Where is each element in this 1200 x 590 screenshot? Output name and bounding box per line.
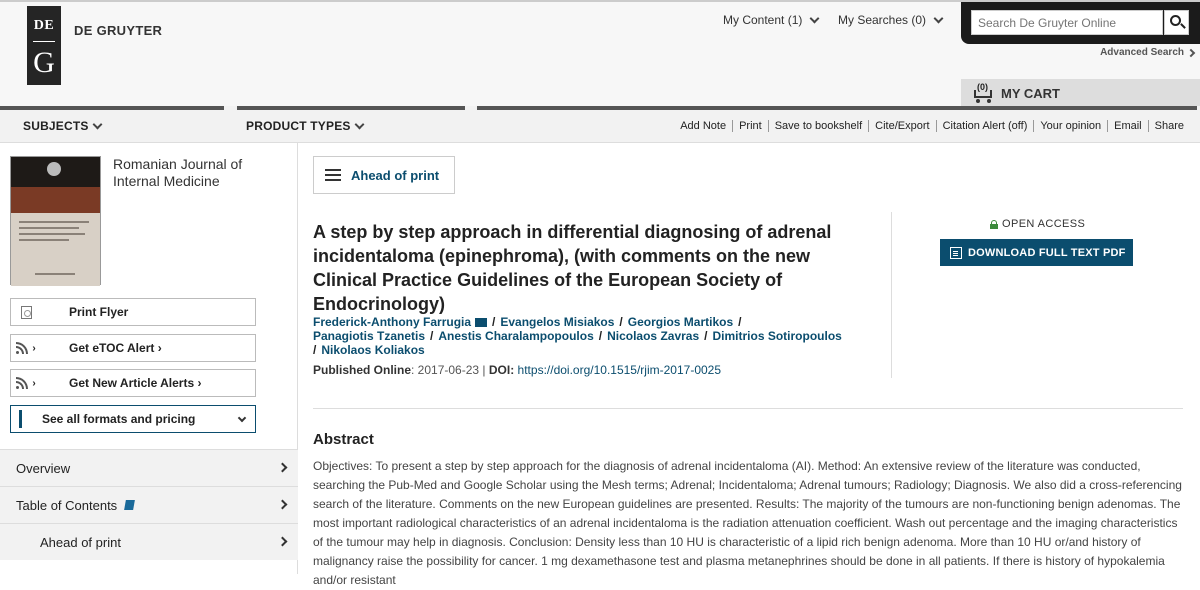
chevron-down-icon [810,13,820,23]
open-access-badge: OPEN ACCESS [990,218,1085,230]
abstract-text: Objectives: To present a step by step approach for the diagnosis of adrenal incidentaloma (AI). Method: An extensive review of the literature was conducted, searching the Pub-Med and Google Scholar using the Mesh terms; Adrenal; Incidentaloma; Adrenal tumours; Radiology; Diagnosis. We also did a cross-referencing search of the literature. Comments on the new European guidelines are presented. Results: The majority of the tumours are non-functioning benign adenomas. The most important radiological characteristics of an adrenal incidentaloma is the radiation attenuation coefficient. Wash out percentage and the imaging characteristics of the tumour may help in diagnosis. Conclusion: Density less than 10 HU is characteristic of a lipid rich benign adenoma. More than 10 HU or/and history of malignancy raise the possibility for cancer. 1 mg dexamethasone test and plasma metanephrines should be done in all patients. If there is history of hypokalemia and/or resistant [313,459,1182,587]
site-header [0,0,1200,106]
print-link[interactable]: Print [732,120,768,132]
add-note-link[interactable]: Add Note [680,120,727,132]
citation-alert-link[interactable]: Citation Alert (off) [936,120,1034,132]
sidebar-item-overview[interactable]: Overview [0,449,298,486]
journal-cover-image[interactable] [10,156,101,285]
chevron-right-icon [278,463,288,473]
article-title: A step by step approach in differential diagnosing of adrenal incidentaloma (epinephroma), (with comments on the new Clinical Practice Guidelines of the European Society of Endocrinology) [313,222,832,314]
product-types-menu[interactable]: PRODUCT TYPES [246,119,363,133]
book-icon [124,500,135,510]
lock-open-icon [990,220,998,229]
list-icon [325,169,341,181]
search-input[interactable] [971,10,1163,35]
new-article-alerts-button[interactable]: › Get New Article Alerts › [10,369,256,397]
journal-title[interactable]: Romanian Journal of Internal Medicine [113,156,243,189]
subjects-menu[interactable]: SUBJECTS [23,119,101,133]
document-icon [950,247,962,259]
sidebar [0,143,298,574]
author-link[interactable]: Dimitrios Sotiropoulos [712,329,842,343]
rss-icon [16,377,28,389]
chevron-right-icon [278,537,288,547]
sidebar-item-table-of-contents[interactable]: Table of Contents [0,486,298,523]
author-link[interactable]: Frederick-Anthony Farrugia [313,315,472,329]
etoc-alert-button[interactable]: › Get eTOC Alert › [10,334,256,362]
de-gruyter-logo[interactable]: DE G [27,6,61,85]
publication-info: Published Online: 2017-06-23 | DOI: https://doi.org/10.1515/rjim-2017-0025 [313,363,722,377]
cart-icon: (0) [971,84,995,104]
advanced-search-link[interactable]: Advanced Search [1100,47,1194,58]
my-cart-button[interactable]: (0) MY CART [961,79,1200,108]
abstract-heading: Abstract [313,431,374,448]
search-bar [961,2,1200,44]
chevron-right-icon [1187,48,1195,56]
sidebar-item-ahead-of-print[interactable]: Ahead of print [0,523,298,560]
rss-icon [16,342,28,354]
main-navbar [0,106,1200,143]
chevron-down-icon [354,119,364,129]
formats-pricing-dropdown[interactable]: See all formats and pricing [10,405,256,433]
search-icon[interactable] [1164,10,1189,35]
your-opinion-link[interactable]: Your opinion [1033,120,1107,132]
chevron-down-icon [934,13,944,23]
doi-link[interactable]: https://doi.org/10.1515/rjim-2017-0025 [517,363,722,377]
cite-export-link[interactable]: Cite/Export [868,120,935,132]
chevron-down-icon [238,414,246,422]
chevron-down-icon [92,119,102,129]
author-link[interactable]: Nicolaos Zavras [607,329,700,343]
my-content-menu[interactable]: My Content (1) [723,13,818,27]
author-list: Frederick-Anthony Farrugia / Evangelos Misiakos / Georgios Martikos / Panagiotis Tzanetis / Anestis Charalampopoulos / Nicolaos Zavras / Dimitrios Sotiropoulos / Nikolaos Koliakos [313,315,842,357]
author-link[interactable]: Evangelos Misiakos [500,315,615,329]
ahead-of-print-button[interactable]: Ahead of print [313,156,455,194]
author-link[interactable]: Anestis Charalampopoulos [438,329,594,343]
author-link[interactable]: Panagiotis Tzanetis [313,329,426,343]
share-link[interactable]: Share [1148,120,1190,132]
article-tools [674,120,1190,132]
brand-name[interactable]: DE GRUYTER [74,23,163,38]
email-icon[interactable] [475,318,487,327]
author-link[interactable]: Nikolaos Koliakos [321,343,425,357]
save-to-bookshelf-link[interactable]: Save to bookshelf [768,120,868,132]
my-searches-menu[interactable]: My Searches (0) [838,13,942,27]
email-link[interactable]: Email [1107,120,1148,132]
author-link[interactable]: Georgios Martikos [627,315,734,329]
download-pdf-button[interactable]: DOWNLOAD FULL TEXT PDF [940,239,1133,266]
chevron-right-icon [278,500,288,510]
pdf-icon [21,306,32,319]
print-flyer-button[interactable]: Print Flyer [10,298,256,326]
